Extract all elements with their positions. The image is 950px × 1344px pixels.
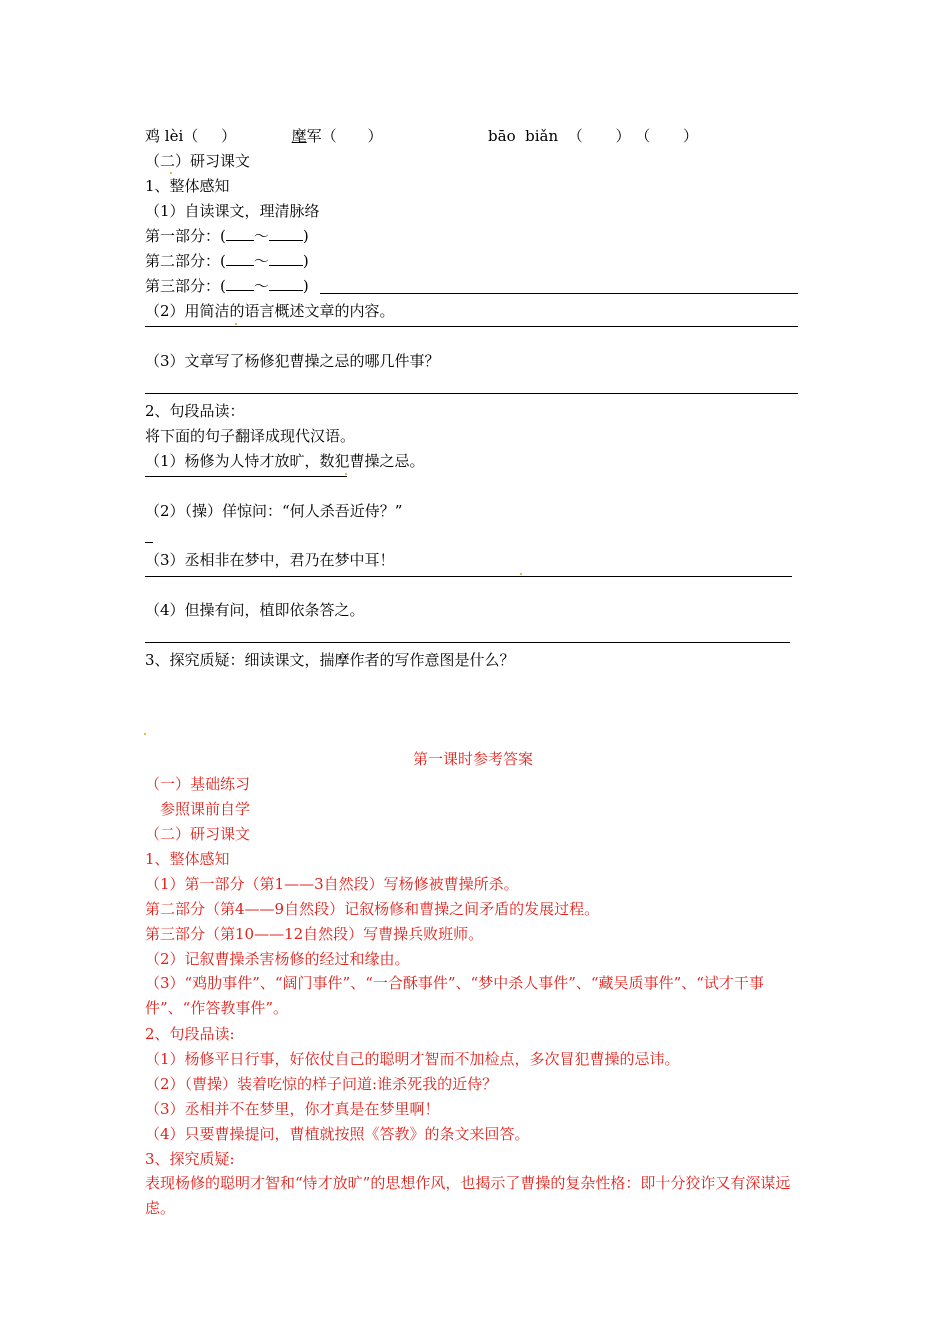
answers-a2-1: （1）杨修平日行事，好依仗自己的聪明才智而不加检点，多次冒犯曹操的忌讳。 <box>145 1050 680 1068</box>
answer-line[interactable] <box>145 476 347 477</box>
answers-a2-heading: 2、句段品读: <box>145 1025 235 1043</box>
q1-heading: 1、整体感知 <box>145 177 230 195</box>
q3: 3、探究质疑：细读课文，揣摩作者的写作意图是什么？ <box>145 651 515 669</box>
answer-blank[interactable] <box>269 276 303 291</box>
answer-line[interactable] <box>145 326 798 327</box>
q2-3: （3）丞相非在梦中，君乃在梦中耳！ <box>145 551 395 569</box>
part1-line: 第一部分：( ～ ) <box>145 227 309 245</box>
answers-a3-text: 表现杨修的聪明才智和“恃才放旷”的思想作风，也揭示了曹操的复杂性格：即十分狡诈又有深谋远虑。 <box>145 1174 791 1217</box>
speck <box>170 172 172 174</box>
q1-3: （3）文章写了杨修犯曹操之忌的哪几件事？ <box>145 352 440 370</box>
answer-blank[interactable] <box>226 226 254 241</box>
pinyin-item-1: 鸡 lèi（ ） <box>145 127 237 145</box>
answers-title: 第一课时参考答案 <box>413 750 534 768</box>
part2-line: 第二部分：( ～ ) <box>145 252 309 270</box>
q2-2: （2）（操）佯惊问：“何人杀吾近侍？” <box>145 502 403 520</box>
speck <box>235 323 237 325</box>
pinyin-item-2: 麾军（ ） <box>291 127 383 145</box>
q2-1: （1）杨修为人恃才放旷，数犯曹操之忌。 <box>145 452 425 470</box>
answers-a1-1c: 第三部分（第10——12自然段）写曹操兵败班师。 <box>145 925 484 943</box>
q1-1: （1）自读课文，理清脉络 <box>145 202 320 220</box>
speck <box>345 473 347 475</box>
answers-a1-2: （2）记叙曹操杀害杨修的经过和缘由。 <box>145 950 410 968</box>
pinyin-item-3: bāo biǎn （ ） （ ） <box>488 127 699 145</box>
answer-line[interactable] <box>145 393 798 394</box>
pinyin-row <box>145 126 698 146</box>
answers-a1-1b: 第二部分（第4——9自然段）记叙杨修和曹操之间矛盾的发展过程。 <box>145 900 600 918</box>
answers-a2-4: （4）只要曹操提问，曹植就按照《答教》的条文来回答。 <box>145 1125 530 1143</box>
part3-line: 第三部分：( ～ ) <box>145 277 309 295</box>
section-2-heading: （二）研习课文 <box>145 152 251 170</box>
answers-a1-1: （1）第一部分（第1——3自然段）写杨修被曹操所杀。 <box>145 875 519 893</box>
answers-s1-text: 参照课前自学 <box>160 800 251 818</box>
q2-4: （4）但操有问，植即依条答之。 <box>145 601 365 619</box>
speck <box>144 733 146 735</box>
answer-line[interactable] <box>320 293 798 294</box>
answer-line[interactable] <box>145 542 153 543</box>
answer-blank[interactable] <box>269 251 303 266</box>
answer-blank[interactable] <box>226 251 254 266</box>
answer-line[interactable] <box>145 576 792 577</box>
answers-a2-2: （2）（曹操）装着吃惊的样子问道:谁杀死我的近侍？ <box>145 1075 498 1093</box>
answer-blank[interactable] <box>269 226 303 241</box>
speck <box>520 573 522 575</box>
q2-heading: 2、句段品读： <box>145 402 245 420</box>
q2-instruction: 将下面的句子翻译成现代汉语。 <box>145 427 356 445</box>
q1-2: （2）用简洁的语言概述文章的内容。 <box>145 302 395 320</box>
answers-a1-heading: 1、整体感知 <box>145 850 230 868</box>
answers-s1-heading: （一）基础练习 <box>145 775 251 793</box>
answers-a3-heading: 3、探究质疑: <box>145 1150 235 1168</box>
answers-s2-heading: （二）研习课文 <box>145 825 251 843</box>
answer-line[interactable] <box>145 642 790 643</box>
answer-blank[interactable] <box>226 276 254 291</box>
answers-a1-3: （3）“鸡肋事件”、“阔门事件”、“一合酥事件”、“梦中杀人事件”、“藏吴质事件”、“试才干事件”、“作答教事件”。 <box>145 974 764 1017</box>
answers-a2-3: （3）丞相并不在梦里，你才真是在梦里啊！ <box>145 1100 440 1118</box>
